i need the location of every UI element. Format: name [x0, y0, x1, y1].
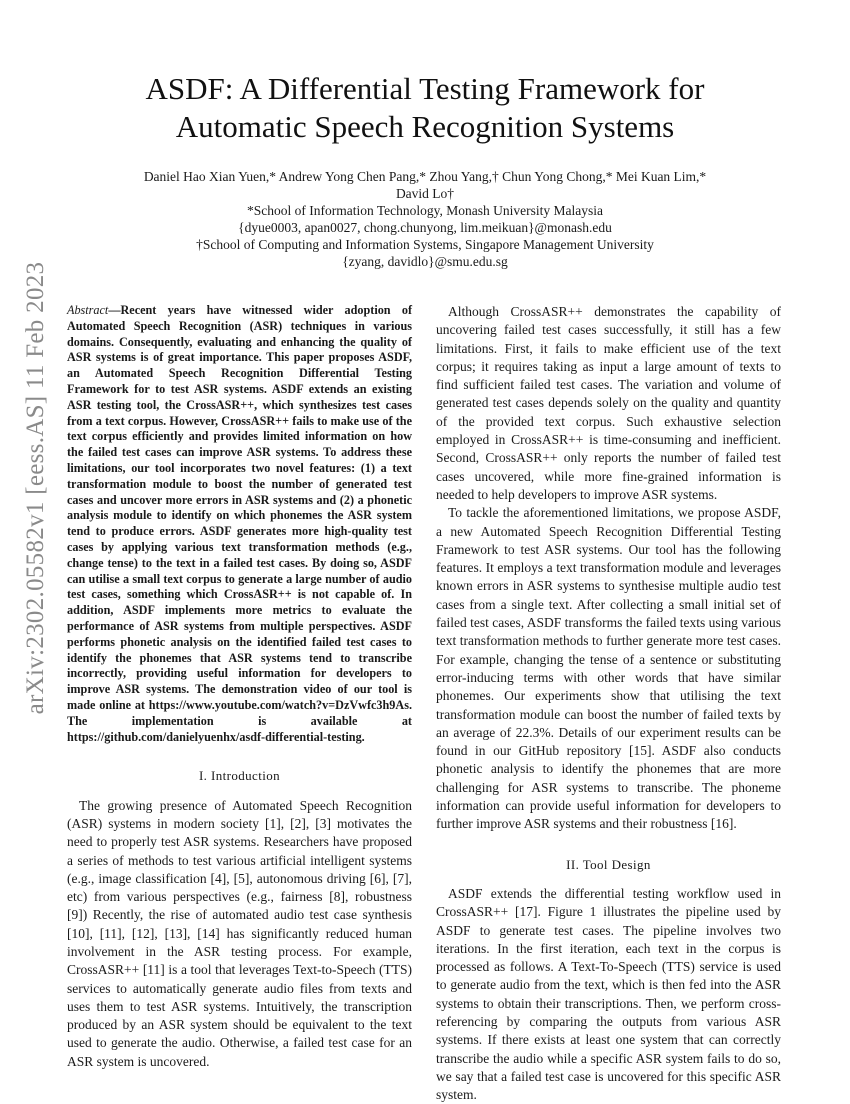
title-line-1: ASDF: A Differential Testing Framework for	[145, 71, 705, 106]
title-line-2: Automatic Speech Recognition Systems	[175, 109, 675, 144]
intro-paragraph-2: Although CrossASR++ demonstrates the capability of uncovering failed test cases successfully, it still has a few limitations. First, it fails to make efficient use of the text corpus; it requires taking as input a large amount of texts to find sufficient failed test cases. The variation and volume of generated test cases depends solely on the quality and quantity of the provided text corpus. Such exhaustive selection employed in CrossASR++ is time-consuming and inefficient. Second, CrossASR++ only reports the number of failed test cases uncovered, while more fine-grained information is needed to help developers to improve ASR systems.	[436, 304, 781, 502]
author-names: Daniel Hao Xian Yuen,* Andrew Yong Chen Pang,* Zhou Yang,† Chun Yong Chong,* Mei Kuan Lim,*	[143, 169, 707, 184]
arxiv-sidebar-stamp	[8, 261, 64, 715]
left-column	[67, 303, 412, 1071]
right-column	[436, 303, 781, 1104]
email-monash: {dyue0003, apan0027, chong.chunyong, lim.meikuan}@monash.edu	[238, 220, 612, 235]
author-names-continued: David Lo†	[395, 186, 455, 201]
intro-paragraph-1: The growing presence of Automated Speech Recognition (ASR) systems in modern society [1], [2], [3] motivates the need to properly test ASR systems. Researchers have proposed a series of methods to test various artificial intelligent systems (e.g., image classification [4], [5], autonomous driving [6], [7], etc) from various perspectives (e.g., fairness [8], robustness [9]) Recently, the rise of automated audio test case synthesis [10], [11], [12], [13], [14] has significantly reduced human involvement in the ASR testing process. For example, CrossASR++ [11] is a tool that leverages Text-to-Speech (TTS) services to automatically generate audio files from texts and uses them to test ASR systems. Intuitively, the transcription produced by an ASR system should be equivalent to the text used to generate the audio. Otherwise, a failed test case for an ASR system is uncovered.	[67, 797, 412, 1069]
abstract-lead: Abstract	[67, 303, 109, 317]
email-smu: {zyang, davidlo}@smu.edu.sg	[342, 254, 508, 269]
affiliation-monash: *School of Information Technology, Monash University Malaysia	[247, 203, 603, 218]
tool-design-paragraph-1: ASDF extends the differential testing workflow used in CrossASR++ [17]. Figure 1 illustrates the pipeline used by ASDF to generate test cases. The pipeline involves two iterations. In the first iteration, each text in the corpus is processed as follows. A Text-To-Speech (TTS) service is used to generate audio from the text, which is then fed into the ASR systems to obtain their transcriptions. Then, we perform cross-referencing by comparing the outputs from various ASR systems. If there exists at least one system that can correctly transcribe the audio while a specific ASR system fails to do so, we say that a failed test case is uncovered for this specific ASR system.	[436, 885, 781, 1103]
arxiv-identifier: arXiv:2302.05582v1 [eess.AS] 11 Feb 2023	[22, 261, 49, 715]
intro-paragraph-3: To tackle the aforementioned limitations, we propose ASDF, a new Automated Speech Recognition Differential Testing Framework to test ASR systems. Our tool has the following features. It employs a text transformation module and leverages known errors in ASR systems to synthesise multiple audio test cases from a single text. After collecting a small initial set of failed test cases, ASDF transforms the failed texts using various text transformation methods to further generate more test cases. For example, changing the tense of a sentence or substituting error-inducing terms with other words that have similar phonemes. Our experiments show that utilising the text transformation module can boost the number of failed texts by an average of 22.3%. Details of our experiment results can be found in our GitHub repository [15]. ASDF also conducts phonetic analysis to identify the phonemes that are more challenging for ASR systems to transcribe. The phoneme information can provide useful information for developers to further improve ASR systems and their robustness [16].	[436, 505, 781, 832]
affiliation-smu: †School of Computing and Information Systems, Singapore Management University	[196, 237, 654, 252]
author-block	[80, 168, 770, 270]
abstract-text: —Recent years have witnessed wider adoption of Automated Speech Recognition (ASR) techniques in various domains. Consequently, evaluating and enhancing the quality of ASR systems is of great importance. This paper proposes ASDF, an Automated Speech Recognition Differential Testing Framework for to test ASR systems. ASDF extends an existing ASR testing tool, the CrossASR++, which synthesizes test cases from a text corpus. However, CrossASR++ fails to make use of the text corpus efficiently and provides limited information on how the failed test cases can improve ASR systems. To address these limitations, our tool incorporates two novel features: (1) a text transformation module to boost the number of generated test cases and uncover more errors in ASR systems and (2) a phonetic analysis module to identify on which phonemes the ASR system tend to produce errors. ASDF generates more high-quality test cases by applying various text transformation methods (e.g., change tense) to the text in a failed test cases. By doing so, ASDF can utilise a small text corpus to generate a large number of audio test cases, something which CrossASR++ is not capable of. In addition, ASDF implements more metrics to evaluate the performance of ASR systems from multiple perspectives. ASDF performs phonetic analysis on the identified failed test cases to identify the phonemes that ASR systems tend to transcribe incorrectly, providing useful information for developers to improve ASR systems. The demonstration video of our tool is made online at https://www.youtube.com/watch?v=DzVwfc3h9As. The implementation is available at https://github.com/danielyuenhx/asdf-differential-testing.	[67, 303, 412, 744]
abstract	[67, 303, 412, 745]
section-heading-introduction: I. Introduction	[198, 768, 281, 784]
paper-title	[80, 70, 770, 146]
section-heading-tool-design: II. Tool Design	[566, 856, 651, 872]
